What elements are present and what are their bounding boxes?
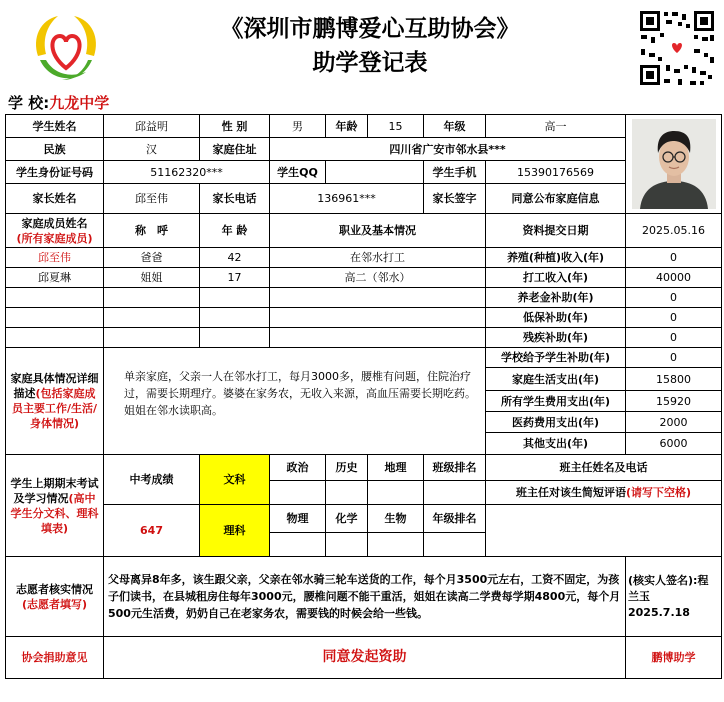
situation-label <box>6 348 104 455</box>
finance-value: 0 <box>626 328 722 348</box>
qq-value <box>326 161 424 184</box>
finance-label: 打工收入(年) <box>486 268 626 288</box>
age-label: 年龄 <box>326 115 368 138</box>
phone-label: 学生手机 <box>424 161 486 184</box>
subject-label: 地理 <box>368 455 424 481</box>
finance-label: 残疾补助(年) <box>486 328 626 348</box>
volunteer-label <box>6 557 104 637</box>
school-name: 九龙中学 <box>49 94 110 112</box>
wenke-label: 文科 <box>200 455 270 505</box>
score-cell <box>270 533 326 557</box>
col-relation: 称 呼 <box>104 214 200 248</box>
finance-value: 0 <box>626 248 722 268</box>
qq-label: 学生QQ <box>270 161 326 184</box>
empty-cell <box>200 288 270 308</box>
empty-cell <box>104 308 200 328</box>
member-name: 邱夏琳 <box>6 268 104 288</box>
school-line <box>8 93 109 113</box>
registration-form-table <box>5 114 722 679</box>
score-cell <box>368 533 424 557</box>
volunteer-text: 父母离异8年多，该生跟父亲，父亲在邻水骑三轮车送货的工作，每个月3500元左右，工资不固定，为孩子们读书，在县城租房住每年3000元，腰椎问题不能干重活，姐姐在读高二学费每学期4800元，每个月500元生活费，奶奶自己在老家务农，需要钱的时候会给一些钱。 <box>104 557 626 637</box>
finance-label: 养老金补助(年) <box>486 288 626 308</box>
address-label: 家庭住址 <box>200 138 270 161</box>
age-value: 15 <box>368 115 424 138</box>
grade-value: 高一 <box>486 115 626 138</box>
volunteer-signer <box>626 557 722 637</box>
finance-label: 其他支出(年) <box>486 433 626 455</box>
empty-cell <box>200 308 270 328</box>
score-cell <box>270 481 326 505</box>
col-job: 职业及基本情况 <box>270 214 486 248</box>
parent-sign-value: 同意公布家庭信息 <box>486 184 626 214</box>
empty-cell <box>6 328 104 348</box>
student-name: 邱益明 <box>104 115 200 138</box>
parent-name: 邱至伟 <box>104 184 200 214</box>
member-name: 邱至伟 <box>6 248 104 268</box>
zhongkao-label: 中考成绩 <box>104 455 200 505</box>
student-photo <box>626 115 722 214</box>
finance-value: 6000 <box>626 433 722 455</box>
situation-label-main: 家庭具体情况详细描述 <box>10 372 99 400</box>
comment-label <box>486 481 722 505</box>
member-age: 42 <box>200 248 270 268</box>
finance-value: 15920 <box>626 391 722 412</box>
finance-value: 40000 <box>626 268 722 288</box>
finance-value: 0 <box>626 288 722 308</box>
exam-label-note: (高中学生分文科、理科填表) <box>10 491 99 535</box>
parent-phone: 136961*** <box>270 184 424 214</box>
verify-date: 2025.7.18 <box>628 605 690 619</box>
volunteer-label-note: (志愿者填写) <box>21 597 88 611</box>
grade-label: 年级 <box>424 115 486 138</box>
exam-label <box>6 455 104 557</box>
comment-label-main: 班主任对该生简短评语 <box>515 486 626 499</box>
empty-cell <box>270 308 486 328</box>
opinion-label: 协会捐助意见 <box>6 637 104 679</box>
member-age: 17 <box>200 268 270 288</box>
empty-cell <box>200 328 270 348</box>
id-value: 51162320*** <box>104 161 270 184</box>
member-relation: 爸爸 <box>104 248 200 268</box>
qr-code-icon <box>638 9 716 87</box>
subject-label: 历史 <box>326 455 368 481</box>
signer-name: 程兰玉 <box>628 573 709 603</box>
subject-label: 年级排名 <box>424 505 486 533</box>
member-relation: 姐姐 <box>104 268 200 288</box>
situation-label-note: (包括家庭成员主要工作/生活/身体情况) <box>11 387 98 430</box>
student-name-label: 学生姓名 <box>6 115 104 138</box>
ethnicity-label: 民族 <box>6 138 104 161</box>
empty-cell <box>6 288 104 308</box>
subject-label: 化学 <box>326 505 368 533</box>
score-cell <box>424 481 486 505</box>
finance-value: 15800 <box>626 368 722 391</box>
opinion-value: 同意发起资助 <box>104 637 626 679</box>
finance-label: 所有学生费用支出(年) <box>486 391 626 412</box>
like-label: 理科 <box>200 505 270 557</box>
parent-sign-label: 家长签字 <box>424 184 486 214</box>
zhongkao-score: 647 <box>104 505 200 557</box>
id-label: 学生身份证号码 <box>6 161 104 184</box>
parent-phone-label: 家长电话 <box>200 184 270 214</box>
volunteer-label-main: 志愿者核实情况 <box>16 582 93 596</box>
subject-label: 生物 <box>368 505 424 533</box>
teacher-comment <box>486 505 722 557</box>
page-subtitle: 助学登记表 <box>312 49 428 76</box>
page-title: 《深圳市鹏博爱心互助协会》 <box>220 15 520 42</box>
finance-label: 家庭生活支出(年) <box>486 368 626 391</box>
exam-label-main: 学生上期期末考试及学习情况 <box>10 476 99 505</box>
family-head-label: 家庭成员姓名 <box>21 216 88 230</box>
finance-value: 2000 <box>626 412 722 433</box>
score-cell <box>326 481 368 505</box>
signer-label: (核实人签名): <box>628 573 698 587</box>
subject-label: 物理 <box>270 505 326 533</box>
gender-value: 男 <box>270 115 326 138</box>
address-value: 四川省广安市邻水县*** <box>270 138 626 161</box>
empty-cell <box>270 288 486 308</box>
finance-value: 0 <box>626 348 722 368</box>
ethnicity-value: 汉 <box>104 138 200 161</box>
empty-cell <box>104 288 200 308</box>
comment-label-note: (请写下空格) <box>625 486 692 499</box>
school-label: 学 校: <box>8 94 50 112</box>
family-head <box>6 214 104 248</box>
org-name: 鹏博助学 <box>626 637 722 679</box>
family-head-note: (所有家庭成员) <box>16 231 93 245</box>
score-cell <box>424 533 486 557</box>
col-age: 年 龄 <box>200 214 270 248</box>
association-logo-icon <box>26 8 106 88</box>
finance-label: 养殖(种植)收入(年) <box>486 248 626 268</box>
finance-value: 0 <box>626 308 722 328</box>
submit-date: 2025.05.16 <box>626 214 722 248</box>
situation-text: 单亲家庭，父亲一人在邻水打工，每月3000多，腰椎有问题，住院治疗过，需要长期理疗。婆婆在家务农，无收入来源，高血压需要长期吃药。姐姐在邻水读职高。 <box>104 348 486 455</box>
finance-label: 低保补助(年) <box>486 308 626 328</box>
finance-label: 学校给予学生补助(年) <box>486 348 626 368</box>
gender-label: 性 别 <box>200 115 270 138</box>
empty-cell <box>104 328 200 348</box>
subject-label: 班级排名 <box>424 455 486 481</box>
empty-cell <box>270 328 486 348</box>
teacher-label: 班主任姓名及电话 <box>486 455 722 481</box>
finance-label: 医药费用支出(年) <box>486 412 626 433</box>
score-cell <box>326 533 368 557</box>
member-job: 在邻水打工 <box>270 248 486 268</box>
empty-cell <box>6 308 104 328</box>
score-cell <box>368 481 424 505</box>
submit-date-label: 资料提交日期 <box>486 214 626 248</box>
member-job: 高二（邻水） <box>270 268 486 288</box>
subject-label: 政治 <box>270 455 326 481</box>
phone-value: 15390176569 <box>486 161 626 184</box>
parent-name-label: 家长姓名 <box>6 184 104 214</box>
